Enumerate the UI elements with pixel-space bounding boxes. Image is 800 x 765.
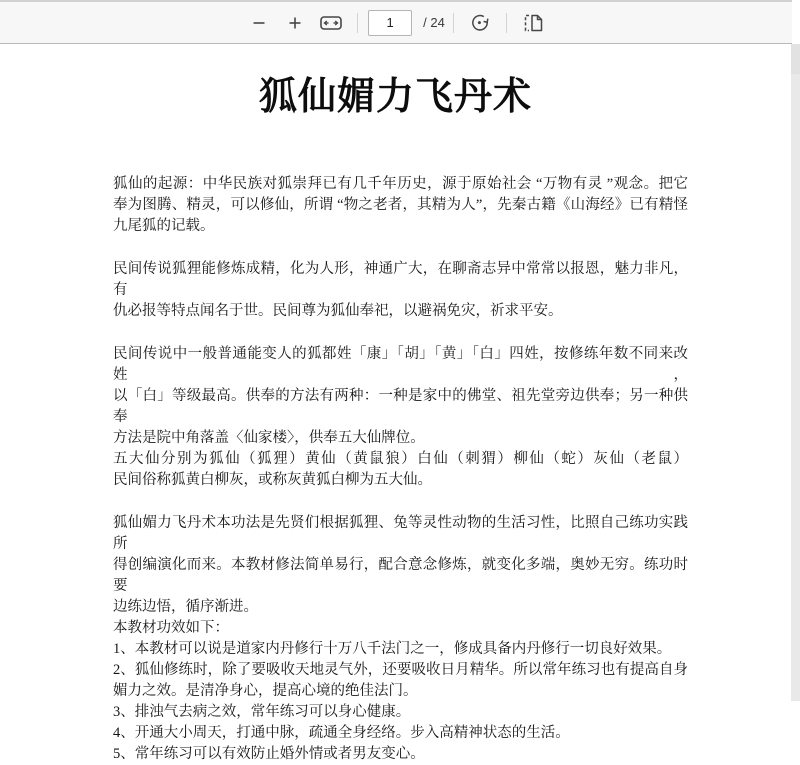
document-title: 狐仙媚力飞丹术	[258, 76, 532, 118]
plus-icon	[286, 14, 304, 32]
paragraph	[113, 344, 688, 491]
document-paragraphs	[113, 174, 688, 765]
toolbar-separator	[506, 13, 507, 33]
text-line: 狐仙媚力飞丹术本功法是先贤们根据狐狸、兔等灵性动物的生活习性，比照自己练功实践所	[113, 515, 688, 552]
text-line: 本教材功效如下：	[113, 620, 229, 636]
text-line: 1、本教材可以说是道家内丹修行十万八千法门之一，修成具备内丹修行一切良好效果。	[113, 641, 672, 657]
paragraph	[113, 259, 688, 322]
rotate-icon	[468, 11, 492, 35]
page-number-input[interactable]	[368, 10, 412, 36]
rotate-button[interactable]	[465, 8, 495, 38]
text-line: 5、常年练习可以有效防止婚外情或者男友变心。	[113, 746, 425, 762]
minus-icon	[250, 14, 268, 32]
text-line: 4、开通大小周天，打通中脉，疏通全身经络。步入高精神状态的生活。	[113, 725, 570, 741]
text-line: 民间传说中一般普通能变人的狐都姓「康」「胡」「黄」「白」四姓，按修练年数不同来改姓，	[113, 346, 688, 383]
text-line: 方法是院中角落盖〈仙家楼〉，供奉五大仙牌位。	[113, 430, 425, 446]
toolbar-separator	[357, 13, 358, 33]
zoom-in-button[interactable]	[280, 8, 310, 38]
page-count-label: / 24	[423, 15, 445, 30]
page-view-button[interactable]	[518, 8, 548, 38]
paragraph	[113, 174, 688, 237]
text-line: 狐仙的起源：中华民族对狐崇拜已有几千年历史，源于原始社会 “万物有灵 ”观念。把它	[113, 176, 688, 192]
text-line: 五大仙分别为狐仙（狐狸）黄仙（黄鼠狼）白仙（刺猬）柳仙（蛇）灰仙（老鼠）	[113, 451, 688, 467]
pdf-toolbar	[0, 0, 792, 44]
page-view-icon	[521, 12, 545, 34]
fit-width-icon	[319, 13, 343, 33]
text-line: 仇必报等特点闻名于世。民间尊为狐仙奉祀，以避祸免灾，祈求平安。	[113, 303, 563, 319]
fit-width-button[interactable]	[316, 8, 346, 38]
text-line: 3、排浊气去病之效，常年练习可以身心健康。	[113, 704, 411, 720]
zoom-controls	[241, 8, 349, 38]
text-line: 民间传说狐狸能修炼成精，化为人形，神通广大，在聊斋志异中常常以报恩，魅力非凡，有	[113, 261, 688, 298]
text-line: 边练边悟，循序渐进。	[113, 599, 258, 615]
toolbar-separator	[453, 13, 454, 33]
paragraph	[113, 513, 688, 765]
text-line: 九尾狐的记载。	[113, 218, 215, 234]
page-navigation	[366, 10, 445, 36]
text-line: 奉为图腾、精灵，可以修仙，所谓 “物之老者，其精为人”，先秦古籍《山海经》已有精怪	[113, 197, 688, 213]
text-line: 以「白」等级最高。供奉的方法有两种：一种是家中的佛堂、祖先堂旁边供奉；另一种供奉	[113, 388, 688, 425]
scrollbar-thumb[interactable]	[790, 44, 800, 74]
zoom-out-button[interactable]	[244, 8, 274, 38]
pdf-page	[0, 44, 791, 762]
text-line: 媚力之效。是清净身心，提高心境的绝佳法门。	[113, 683, 418, 699]
text-line: 得创编演化而来。本教材修法简单易行，配合意念修炼，就变化多端，奥妙无穷。练功时要	[113, 557, 688, 594]
vertical-scrollbar[interactable]	[790, 44, 800, 701]
text-line: 2、狐仙修练时，除了要吸收天地灵气外，还要吸收日月精华。所以常年练习也有提高自身	[113, 662, 688, 678]
text-line: 民间俗称狐黄白柳灰，或称灰黄狐白柳为五大仙。	[113, 472, 432, 488]
